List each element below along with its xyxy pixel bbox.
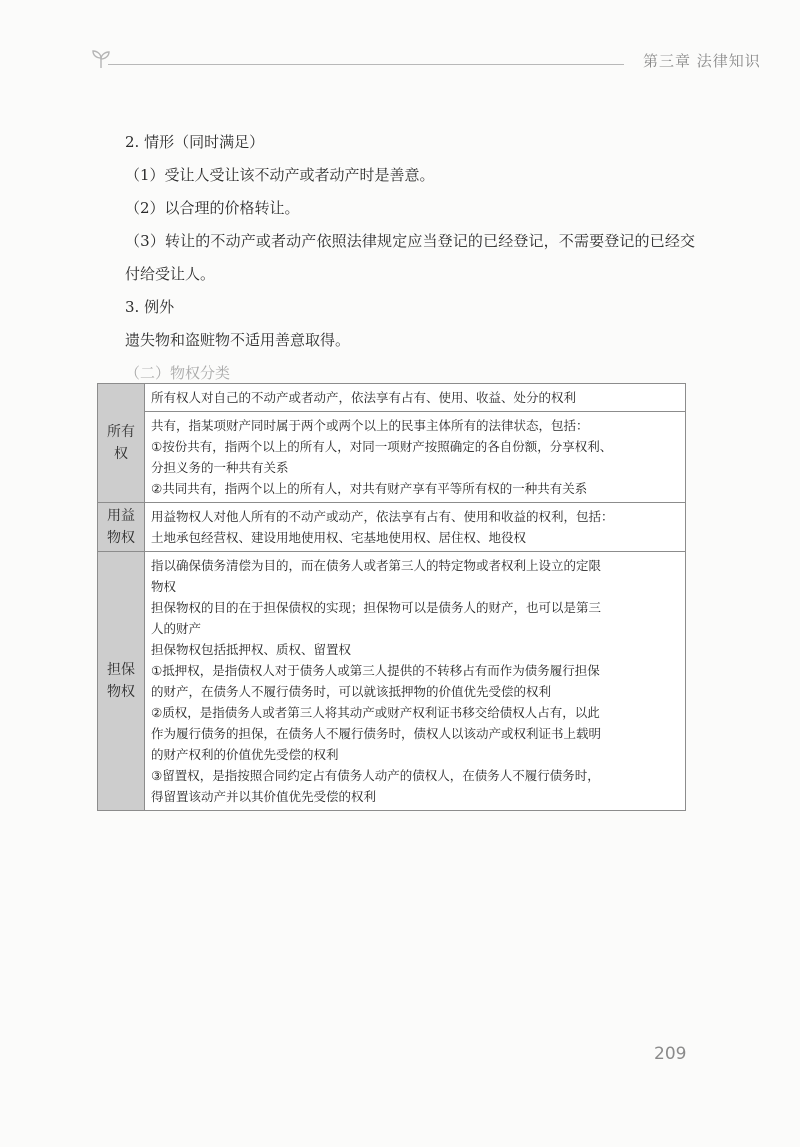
chapter-heading: [643, 50, 761, 71]
section-heading: （二）物权分类: [125, 364, 231, 382]
body-text: [125, 126, 695, 390]
table-row: [98, 384, 686, 412]
category-usufruct: 用益 物权: [98, 503, 145, 552]
category-ownership: 所有 权: [98, 384, 145, 503]
leaf-sprout-icon: [90, 48, 112, 70]
conditions-heading: 2. 情形（同时满足）: [125, 133, 265, 151]
condition-3: （3）转让的不动产或者动产依照法律规定应当登记的已经登记，不需要登记的已经交付给受让人。: [125, 232, 695, 283]
property-rights-table: [97, 383, 686, 811]
chapter-number: 第三章: [643, 52, 692, 70]
category-security: 担保 物权: [98, 552, 145, 811]
table-row: [98, 503, 686, 552]
usufruct-description: 用益物权人对他人所有的不动产或动产，依法享有占有、使用和收益的权利，包括： 土地承包经营权、建设用地使用权、宅基地使用权、居住权、地役权: [145, 503, 686, 552]
condition-1: （1）受让人受让该不动产或者动产时是善意。: [125, 166, 435, 184]
table-row: [98, 552, 686, 811]
page-header: [90, 48, 761, 72]
header-rule: [108, 64, 624, 65]
security-description: 指以确保债务清偿为目的，而在债务人或者第三人的特定物或者权利上设立的定限 物权 担保物权的目的在于担保债权的实现；担保物可以是债务人的财产，也可以是第三 人的财产 担保物权包括抵押权、质权、留置权 ①抵押权，是指债权人对于债务人或第三人提供的不转移占有而作为债务履行担保 的财产，在债务人不履行债务时，可以就该抵押物的价值优先受偿的权利 ②质权，是指债务人或者第三人将其动产或财产权利证书移交给债权人占有，以此 作为履行债务的担保，在债务人不履行债务时，债权人以该动产或权利证书上载明 的财产权利的价值优先受偿的权利 ③留置权，是指按照合同约定占有债务人动产的债权人，在债务人不履行债务时， 得留置该动产并以其价值优先受偿的权利: [145, 552, 686, 811]
ownership-definition: 所有权人对自己的不动产或者动产，依法享有占有、使用、收益、处分的权利: [145, 384, 686, 412]
page-number: 209: [654, 1044, 687, 1064]
table-row: [98, 412, 686, 503]
condition-2: （2）以合理的价格转让。: [125, 199, 300, 217]
exception-heading: 3. 例外: [125, 298, 175, 316]
chapter-topic: 法律知识: [696, 52, 761, 70]
exception-text: 遗失物和盗赃物不适用善意取得。: [125, 331, 351, 349]
co-ownership-description: 共有，指某项财产同时属于两个或两个以上的民事主体所有的法律状态，包括： ①按份共有，指两个以上的所有人，对同一项财产按照确定的各自份额，分享权利、 分担义务的一种共有关系 ②共同共有，指两个以上的所有人，对共有财产享有平等所有权的一种共有关系: [145, 412, 686, 503]
